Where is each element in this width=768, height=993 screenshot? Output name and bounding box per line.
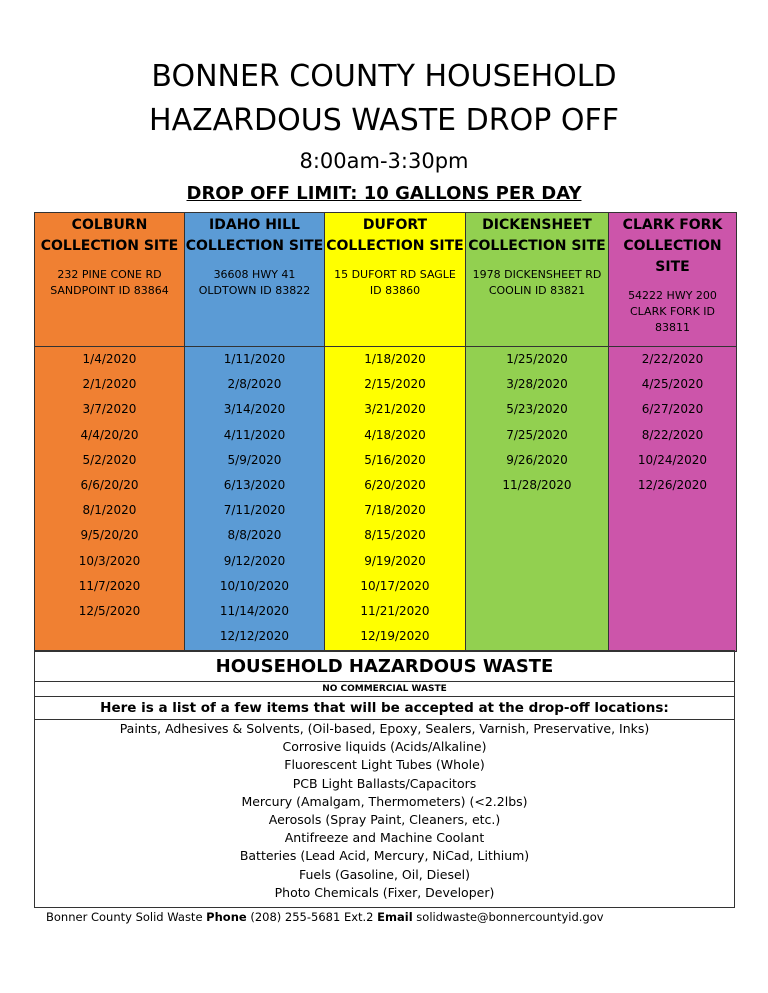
drop-off-date: 6/27/2020 bbox=[641, 402, 704, 417]
drop-off-limit: DROP OFF LIMIT: 10 GALLONS PER DAY bbox=[186, 183, 582, 204]
drop-off-date: 4/18/2020 bbox=[364, 427, 426, 442]
site-header bbox=[609, 213, 736, 347]
accepted-item: Fuels (Gasoline, Oil, Diesel) bbox=[298, 866, 471, 882]
drop-off-date: 5/16/2020 bbox=[364, 452, 426, 467]
site-address: 1978 DICKENSHEET RD COOLIN ID 83821 bbox=[472, 268, 602, 297]
site-column-colburn bbox=[35, 213, 185, 651]
accepted-item: Corrosive liquids (Acids/Alkaline) bbox=[282, 739, 487, 755]
site-address: 232 PINE CONE RD SANDPOINT ID 83864 bbox=[50, 268, 169, 297]
drop-off-date: 9/19/2020 bbox=[364, 553, 426, 568]
drop-off-date: 5/9/2020 bbox=[227, 452, 282, 467]
footer-email-label: Email bbox=[377, 910, 413, 924]
drop-off-date: 10/24/2020 bbox=[637, 452, 708, 467]
drop-off-date: 2/8/2020 bbox=[227, 377, 282, 392]
site-name: COLBURN COLLECTION SITE bbox=[40, 217, 179, 254]
footer-phone-label: Phone bbox=[206, 910, 247, 924]
drop-off-date: 10/10/2020 bbox=[219, 578, 290, 593]
site-header bbox=[325, 213, 465, 347]
drop-off-date: 11/14/2020 bbox=[219, 603, 290, 618]
footer-org: Bonner County Solid Waste bbox=[46, 910, 203, 924]
accepted-item: PCB Light Ballasts/Capacitors bbox=[292, 775, 477, 791]
site-address: 15 DUFORT RD SAGLE ID 83860 bbox=[334, 268, 456, 297]
site-name: CLARK FORK COLLECTION SITE bbox=[622, 217, 723, 275]
site-header bbox=[466, 213, 608, 347]
accepted-item: Aerosols (Spray Paint, Cleaners, etc.) bbox=[268, 811, 501, 827]
site-column-dickensheet bbox=[466, 213, 609, 651]
site-header bbox=[35, 213, 184, 347]
drop-off-date: 10/17/2020 bbox=[360, 578, 430, 593]
drop-off-date: 4/4/20/20 bbox=[80, 427, 139, 442]
hazardous-waste-panel bbox=[34, 650, 735, 908]
drop-off-date: 12/19/2020 bbox=[360, 629, 430, 644]
drop-off-date: 5/2/2020 bbox=[82, 452, 137, 467]
drop-off-date: 1/11/2020 bbox=[223, 352, 286, 366]
site-address: 54222 HWY 200 CLARK FORK ID 83811 bbox=[628, 289, 717, 334]
drop-off-date: 3/21/2020 bbox=[364, 402, 426, 417]
drop-off-date: 1/18/2020 bbox=[364, 352, 426, 366]
site-column-clark-fork bbox=[609, 213, 736, 651]
accepted-item: Fluorescent Light Tubes (Whole) bbox=[284, 757, 485, 773]
drop-off-date: 4/25/2020 bbox=[641, 377, 704, 392]
hhw-heading: HOUSEHOLD HAZARDOUS WASTE bbox=[35, 651, 734, 682]
date-list bbox=[609, 347, 736, 498]
drop-off-date: 8/1/2020 bbox=[82, 503, 137, 518]
site-name: IDAHO HILL COLLECTION SITE bbox=[185, 217, 324, 254]
drop-off-date: 11/28/2020 bbox=[502, 477, 572, 492]
accepted-item: Paints, Adhesives & Solvents, (Oil-based, Epoxy, Sealers, Varnish, Preservative, Inks) bbox=[119, 721, 650, 736]
drop-off-date: 7/25/2020 bbox=[506, 427, 568, 442]
drop-off-date: 3/7/2020 bbox=[82, 402, 137, 417]
drop-off-date: 7/11/2020 bbox=[223, 503, 286, 518]
drop-off-date: 2/15/2020 bbox=[364, 377, 426, 392]
drop-off-date: 12/5/2020 bbox=[78, 603, 141, 618]
drop-off-date: 11/7/2020 bbox=[78, 578, 141, 593]
site-name: DUFORT COLLECTION SITE bbox=[326, 217, 464, 254]
drop-off-date: 12/26/2020 bbox=[637, 477, 708, 492]
drop-off-date: 4/11/2020 bbox=[223, 427, 286, 442]
site-column-idaho-hill bbox=[185, 213, 325, 651]
drop-off-date: 3/28/2020 bbox=[506, 377, 568, 392]
drop-off-date: 6/6/20/20 bbox=[80, 477, 139, 492]
drop-off-date: 2/22/2020 bbox=[641, 352, 704, 366]
drop-off-date: 8/8/2020 bbox=[227, 528, 282, 543]
drop-off-date: 2/1/2020 bbox=[82, 377, 137, 392]
drop-off-date: 9/5/20/20 bbox=[80, 528, 139, 543]
drop-off-date: 10/3/2020 bbox=[78, 553, 141, 568]
footer-email: solidwaste@bonnercountyid.gov bbox=[416, 910, 604, 924]
drop-off-date: 9/26/2020 bbox=[506, 452, 568, 467]
date-list bbox=[466, 347, 608, 498]
drop-off-date: 8/15/2020 bbox=[364, 528, 426, 543]
drop-off-date: 9/12/2020 bbox=[223, 553, 286, 568]
drop-off-date: 5/23/2020 bbox=[506, 402, 568, 417]
title-line-2: HAZARDOUS WASTE DROP OFF bbox=[149, 103, 619, 138]
accepted-item: Batteries (Lead Acid, Mercury, NiCad, Lithium) bbox=[239, 848, 530, 864]
title-line-1: BONNER COUNTY HOUSEHOLD bbox=[151, 59, 617, 94]
date-list bbox=[325, 347, 465, 649]
footer-contact bbox=[46, 908, 604, 926]
hours: 8:00am-3:30pm bbox=[299, 149, 469, 173]
date-list bbox=[185, 347, 324, 649]
date-list bbox=[35, 347, 184, 624]
accepted-item: Photo Chemicals (Fixer, Developer) bbox=[274, 884, 495, 900]
no-commercial-note: NO COMMERCIAL WASTE bbox=[35, 682, 734, 697]
drop-off-date: 3/14/2020 bbox=[223, 402, 286, 417]
accepted-items-list bbox=[35, 720, 734, 902]
drop-off-date: 7/18/2020 bbox=[364, 503, 426, 518]
drop-off-date: 11/21/2020 bbox=[360, 603, 430, 618]
drop-off-date: 1/25/2020 bbox=[506, 352, 568, 366]
site-column-dufort bbox=[325, 213, 466, 651]
drop-off-date: 12/12/2020 bbox=[219, 629, 290, 644]
drop-off-date: 6/20/2020 bbox=[364, 477, 426, 492]
accepted-items-lead: Here is a list of a few items that will be accepted at the drop-off locations: bbox=[35, 697, 734, 720]
drop-off-date: 1/4/2020 bbox=[82, 352, 137, 366]
drop-off-date: 8/22/2020 bbox=[641, 427, 704, 442]
site-address: 36608 HWY 41 OLDTOWN ID 83822 bbox=[198, 268, 311, 297]
schedule-table bbox=[34, 212, 737, 652]
accepted-item: Antifreeze and Machine Coolant bbox=[284, 830, 485, 846]
accepted-item: Mercury (Amalgam, Thermometers) (<2.2lbs) bbox=[241, 793, 528, 809]
footer-phone: (208) 255-5681 Ext.2 bbox=[250, 910, 374, 924]
site-header bbox=[185, 213, 324, 347]
site-name: DICKENSHEET COLLECTION SITE bbox=[468, 217, 606, 254]
drop-off-date: 6/13/2020 bbox=[223, 477, 286, 492]
